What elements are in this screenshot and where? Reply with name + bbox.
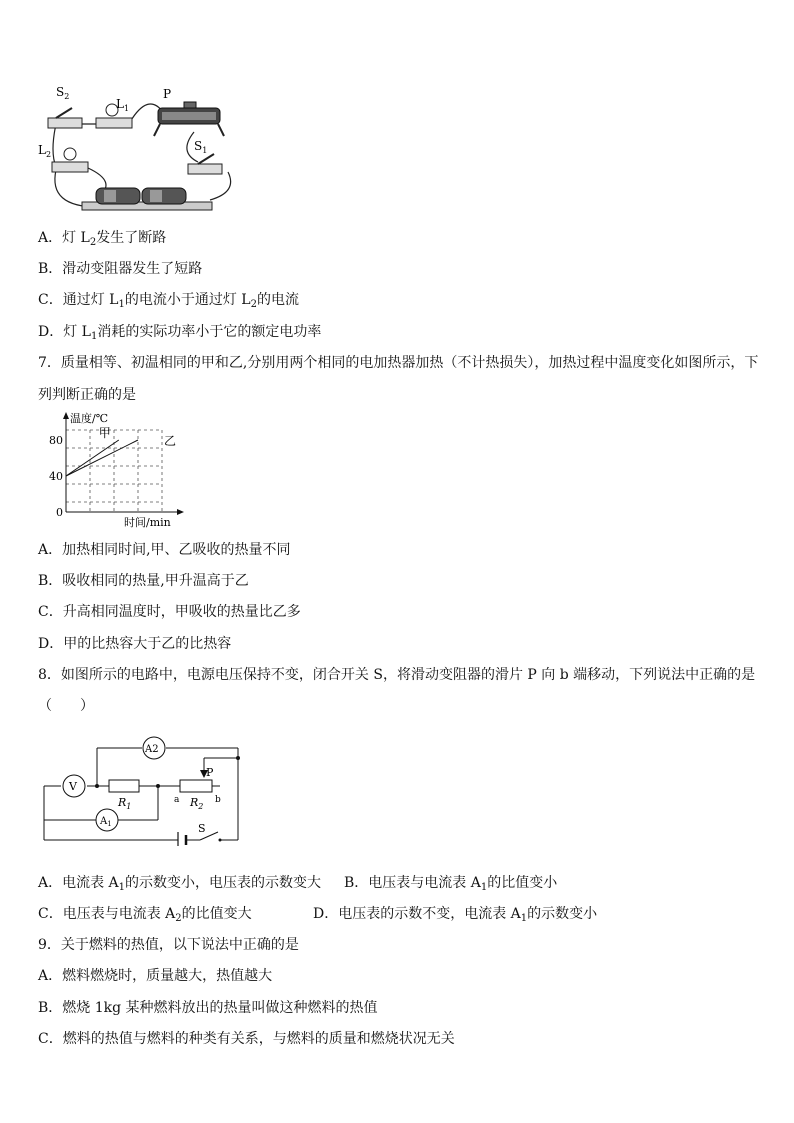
q8-option-c: C．电压表与电流表 $A_2$的比值变大 (38, 906, 252, 924)
series-line-2 (66, 440, 138, 476)
label-p: P (163, 87, 172, 101)
q9-stem: 9．关于燃料的热值，以下说法中正确的是 (38, 937, 299, 953)
lamp-l1-base (96, 118, 132, 128)
label-s: S (198, 822, 206, 835)
label-l2: $L_2$ (38, 143, 52, 159)
y-tick-label: 40 (49, 470, 63, 483)
label-a-end: a (174, 795, 180, 805)
label-b-end: b (215, 795, 221, 805)
series-label-1: 甲 (98, 426, 111, 440)
q7-temperature-chart (44, 408, 194, 530)
label-a1: $A_1$ (100, 816, 112, 828)
q8-stem-line1: 8．如图所示的电路中，电源电压保持不变，闭合开关 S，将滑动变阻器的滑片 P 向 b 端移动，下列说法中正确的是 (38, 667, 756, 683)
rheostat-r2 (180, 780, 212, 792)
q7-option-b: B．吸收相同的热量,甲升温高于乙 (38, 573, 249, 589)
battery-cell-2 (142, 188, 186, 204)
switch-s1 (188, 164, 222, 174)
q9-option-c: C．燃料的热值与燃料的种类有关系，与燃料的质量和燃烧状况无关 (38, 1031, 455, 1047)
switch-s2 (48, 118, 82, 128)
q6-option-a: A．灯 $L_2$发生了断路 (38, 230, 167, 248)
label-s2: $S_2$ (56, 85, 70, 101)
q9-option-a: A．燃料燃烧时，质量越大，热值越大 (38, 968, 273, 984)
q8-circuit-diagram (40, 734, 245, 846)
label-v: V (69, 780, 77, 793)
series-line-1 (66, 440, 119, 476)
battery-cell-1 (96, 188, 140, 204)
chart-grid (66, 430, 162, 512)
q7-option-d: D．甲的比热容大于乙的比热容 (38, 636, 232, 652)
q7-option-a: A．加热相同时间,甲、乙吸收的热量不同 (38, 542, 291, 558)
q6-circuit-figure (38, 82, 248, 217)
lamp-l2-base (52, 162, 88, 172)
q8-option-a: A．电流表 $A_1$的示数变小，电压表的示数变大 (38, 875, 322, 893)
q7-stem-line2: 列判断正确的是 (38, 387, 136, 403)
x-axis-label: 时间/min (124, 516, 171, 529)
label-r1: $R_1$ (118, 796, 132, 811)
series-label-2: 乙 (164, 434, 177, 448)
q8-option-d: D．电压表的示数不变，电流表 $A_1$的示数变小 (313, 906, 598, 924)
q7-option-c: C．升高相同温度时，甲吸收的热量比乙多 (38, 604, 301, 620)
resistor-r1 (109, 780, 139, 792)
q8-option-b: B．电压表与电流表 $A_1$的比值变小 (344, 875, 558, 893)
y-tick-label: 80 (49, 434, 63, 447)
q8-stem-line2: （ ） (38, 698, 94, 714)
lamp-l2-bulb (64, 148, 76, 160)
label-a2: A2 (145, 744, 159, 755)
y-axis-label: 温度/℃ (70, 412, 109, 425)
q6-option-b: B．滑动变阻器发生了短路 (38, 261, 203, 277)
q9-option-b: B．燃烧 1kg 某种燃料放出的热量叫做这种燃料的热值 (38, 1000, 378, 1016)
label-r2: $R_2$ (190, 796, 204, 811)
label-p: P (206, 766, 214, 779)
label-s1: $S_1$ (194, 139, 208, 155)
q7-stem-line1: 7．质量相等、初温相同的甲和乙,分别用两个相同的电加热器加热（不计热损失），加热过程中温度变化如图所示，下 (38, 355, 759, 371)
q6-option-c: C．通过灯 $L_1$的电流小于通过灯 $L_2$的电流 (38, 292, 299, 310)
q6-option-d: D．灯 $L_1$消耗的实际功率小于它的额定电功率 (38, 324, 322, 342)
y-tick-label: 0 (56, 506, 63, 519)
label-l1: $L_1$ (116, 97, 130, 113)
